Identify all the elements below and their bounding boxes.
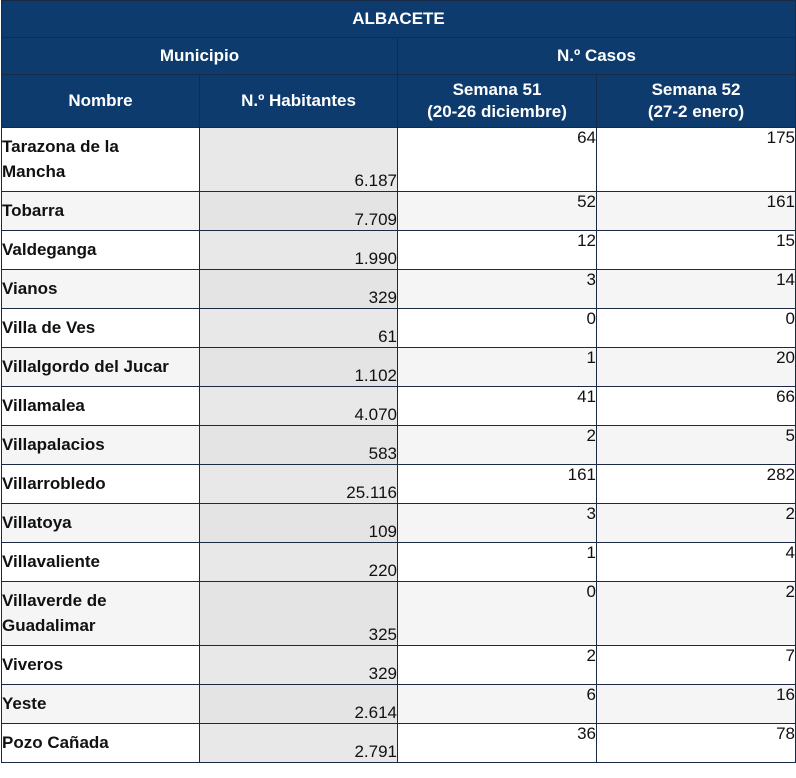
semana52-cell: 7 xyxy=(597,646,796,685)
semana52-cell: 282 xyxy=(597,465,796,504)
municipio-name-cell xyxy=(2,426,200,465)
municipio-name: Viveros xyxy=(2,655,64,674)
municipio-name: Villatoya xyxy=(2,513,72,532)
municipio-name-cell xyxy=(2,504,200,543)
habitantes-cell: 109 xyxy=(200,504,398,543)
semana51-cell: 2 xyxy=(398,426,597,465)
municipio-name-cell xyxy=(2,724,200,763)
semana51-cell: 12 xyxy=(398,231,597,270)
semana52-cell: 175 xyxy=(597,128,796,192)
semana51-cell: 6 xyxy=(398,685,597,724)
municipio-name-cell xyxy=(2,387,200,426)
habitantes-cell: 583 xyxy=(200,426,398,465)
municipio-name: Villavaliente xyxy=(2,552,100,571)
municipio-name-cell xyxy=(2,582,200,646)
municipio-name-cell xyxy=(2,128,200,192)
habitantes-cell: 4.070 xyxy=(200,387,398,426)
habitantes-cell: 6.187 xyxy=(200,128,398,192)
cases-table xyxy=(1,0,796,763)
semana52-cell: 78 xyxy=(597,724,796,763)
municipio-name: Vianos xyxy=(2,279,58,298)
semana52-header-line1: Semana 52 xyxy=(651,80,741,99)
habitantes-cell: 220 xyxy=(200,543,398,582)
semana51-cell: 2 xyxy=(398,646,597,685)
habitantes-cell: 2.791 xyxy=(200,724,398,763)
semana51-header xyxy=(398,75,597,128)
municipio-name-cell xyxy=(2,646,200,685)
semana51-cell: 1 xyxy=(398,543,597,582)
table-row xyxy=(2,724,796,763)
municipio-name: Villalgordo del Jucar xyxy=(2,357,169,376)
semana51-cell: 52 xyxy=(398,192,597,231)
table-row xyxy=(2,387,796,426)
semana51-cell: 64 xyxy=(398,128,597,192)
semana52-cell: 5 xyxy=(597,426,796,465)
municipio-name-continued: Mancha xyxy=(2,162,66,181)
municipio-name: Villaverde de xyxy=(2,591,107,610)
habitantes-cell: 1.102 xyxy=(200,348,398,387)
table-row xyxy=(2,685,796,724)
table-body xyxy=(2,128,796,763)
habitantes-cell: 7.709 xyxy=(200,192,398,231)
municipio-name: Tarazona de la xyxy=(2,137,119,156)
municipio-name-continued: Guadalimar xyxy=(2,616,96,635)
semana51-cell: 1 xyxy=(398,348,597,387)
casos-group-header: N.º Casos xyxy=(398,38,796,75)
municipio-name: Pozo Cañada xyxy=(2,733,109,752)
table-row xyxy=(2,426,796,465)
municipio-name-cell xyxy=(2,231,200,270)
habitantes-header: N.º Habitantes xyxy=(200,75,398,128)
semana52-cell: 4 xyxy=(597,543,796,582)
municipio-name-cell xyxy=(2,465,200,504)
habitantes-cell: 329 xyxy=(200,270,398,309)
table-row xyxy=(2,348,796,387)
semana52-cell: 14 xyxy=(597,270,796,309)
habitantes-cell: 2.614 xyxy=(200,685,398,724)
table-row xyxy=(2,504,796,543)
semana52-cell: 15 xyxy=(597,231,796,270)
municipio-name: Tobarra xyxy=(2,201,65,220)
table-row xyxy=(2,646,796,685)
semana52-cell: 0 xyxy=(597,309,796,348)
table-row xyxy=(2,270,796,309)
table-title: ALBACETE xyxy=(2,1,796,38)
municipio-name: Villamalea xyxy=(2,396,85,415)
semana51-cell: 0 xyxy=(398,309,597,348)
habitantes-cell: 1.990 xyxy=(200,231,398,270)
table-row xyxy=(2,465,796,504)
municipio-group-header: Municipio xyxy=(2,38,398,75)
table-row xyxy=(2,543,796,582)
municipio-name-cell xyxy=(2,270,200,309)
habitantes-cell: 25.116 xyxy=(200,465,398,504)
municipio-name: Villarrobledo xyxy=(2,474,106,493)
semana51-cell: 161 xyxy=(398,465,597,504)
semana52-cell: 66 xyxy=(597,387,796,426)
semana51-header-line2: (20-26 diciembre) xyxy=(427,102,567,121)
municipio-name-cell xyxy=(2,309,200,348)
habitantes-cell: 61 xyxy=(200,309,398,348)
semana51-cell: 0 xyxy=(398,582,597,646)
semana52-header xyxy=(597,75,796,128)
municipio-name: Villa de Ves xyxy=(2,318,96,337)
semana52-cell: 20 xyxy=(597,348,796,387)
semana51-cell: 41 xyxy=(398,387,597,426)
semana52-cell: 161 xyxy=(597,192,796,231)
semana51-cell: 3 xyxy=(398,504,597,543)
semana52-cell: 2 xyxy=(597,582,796,646)
municipio-name: Valdeganga xyxy=(2,240,97,259)
title-row xyxy=(2,1,796,38)
municipio-name-cell xyxy=(2,348,200,387)
semana51-cell: 3 xyxy=(398,270,597,309)
table-row xyxy=(2,582,796,646)
nombre-header: Nombre xyxy=(2,75,200,128)
table-row xyxy=(2,128,796,192)
municipio-name-cell xyxy=(2,192,200,231)
municipio-name-cell xyxy=(2,543,200,582)
table-row xyxy=(2,192,796,231)
column-header-row xyxy=(2,75,796,128)
semana51-cell: 36 xyxy=(398,724,597,763)
semana51-header-line1: Semana 51 xyxy=(452,80,542,99)
semana52-cell: 16 xyxy=(597,685,796,724)
semana52-header-line2: (27-2 enero) xyxy=(647,102,745,121)
municipio-name-cell xyxy=(2,685,200,724)
table-row xyxy=(2,231,796,270)
habitantes-cell: 329 xyxy=(200,646,398,685)
habitantes-cell: 325 xyxy=(200,582,398,646)
municipio-name: Villapalacios xyxy=(2,435,105,454)
group-header-row xyxy=(2,38,796,75)
semana52-cell: 2 xyxy=(597,504,796,543)
municipio-name: Yeste xyxy=(2,694,47,713)
table-row xyxy=(2,309,796,348)
